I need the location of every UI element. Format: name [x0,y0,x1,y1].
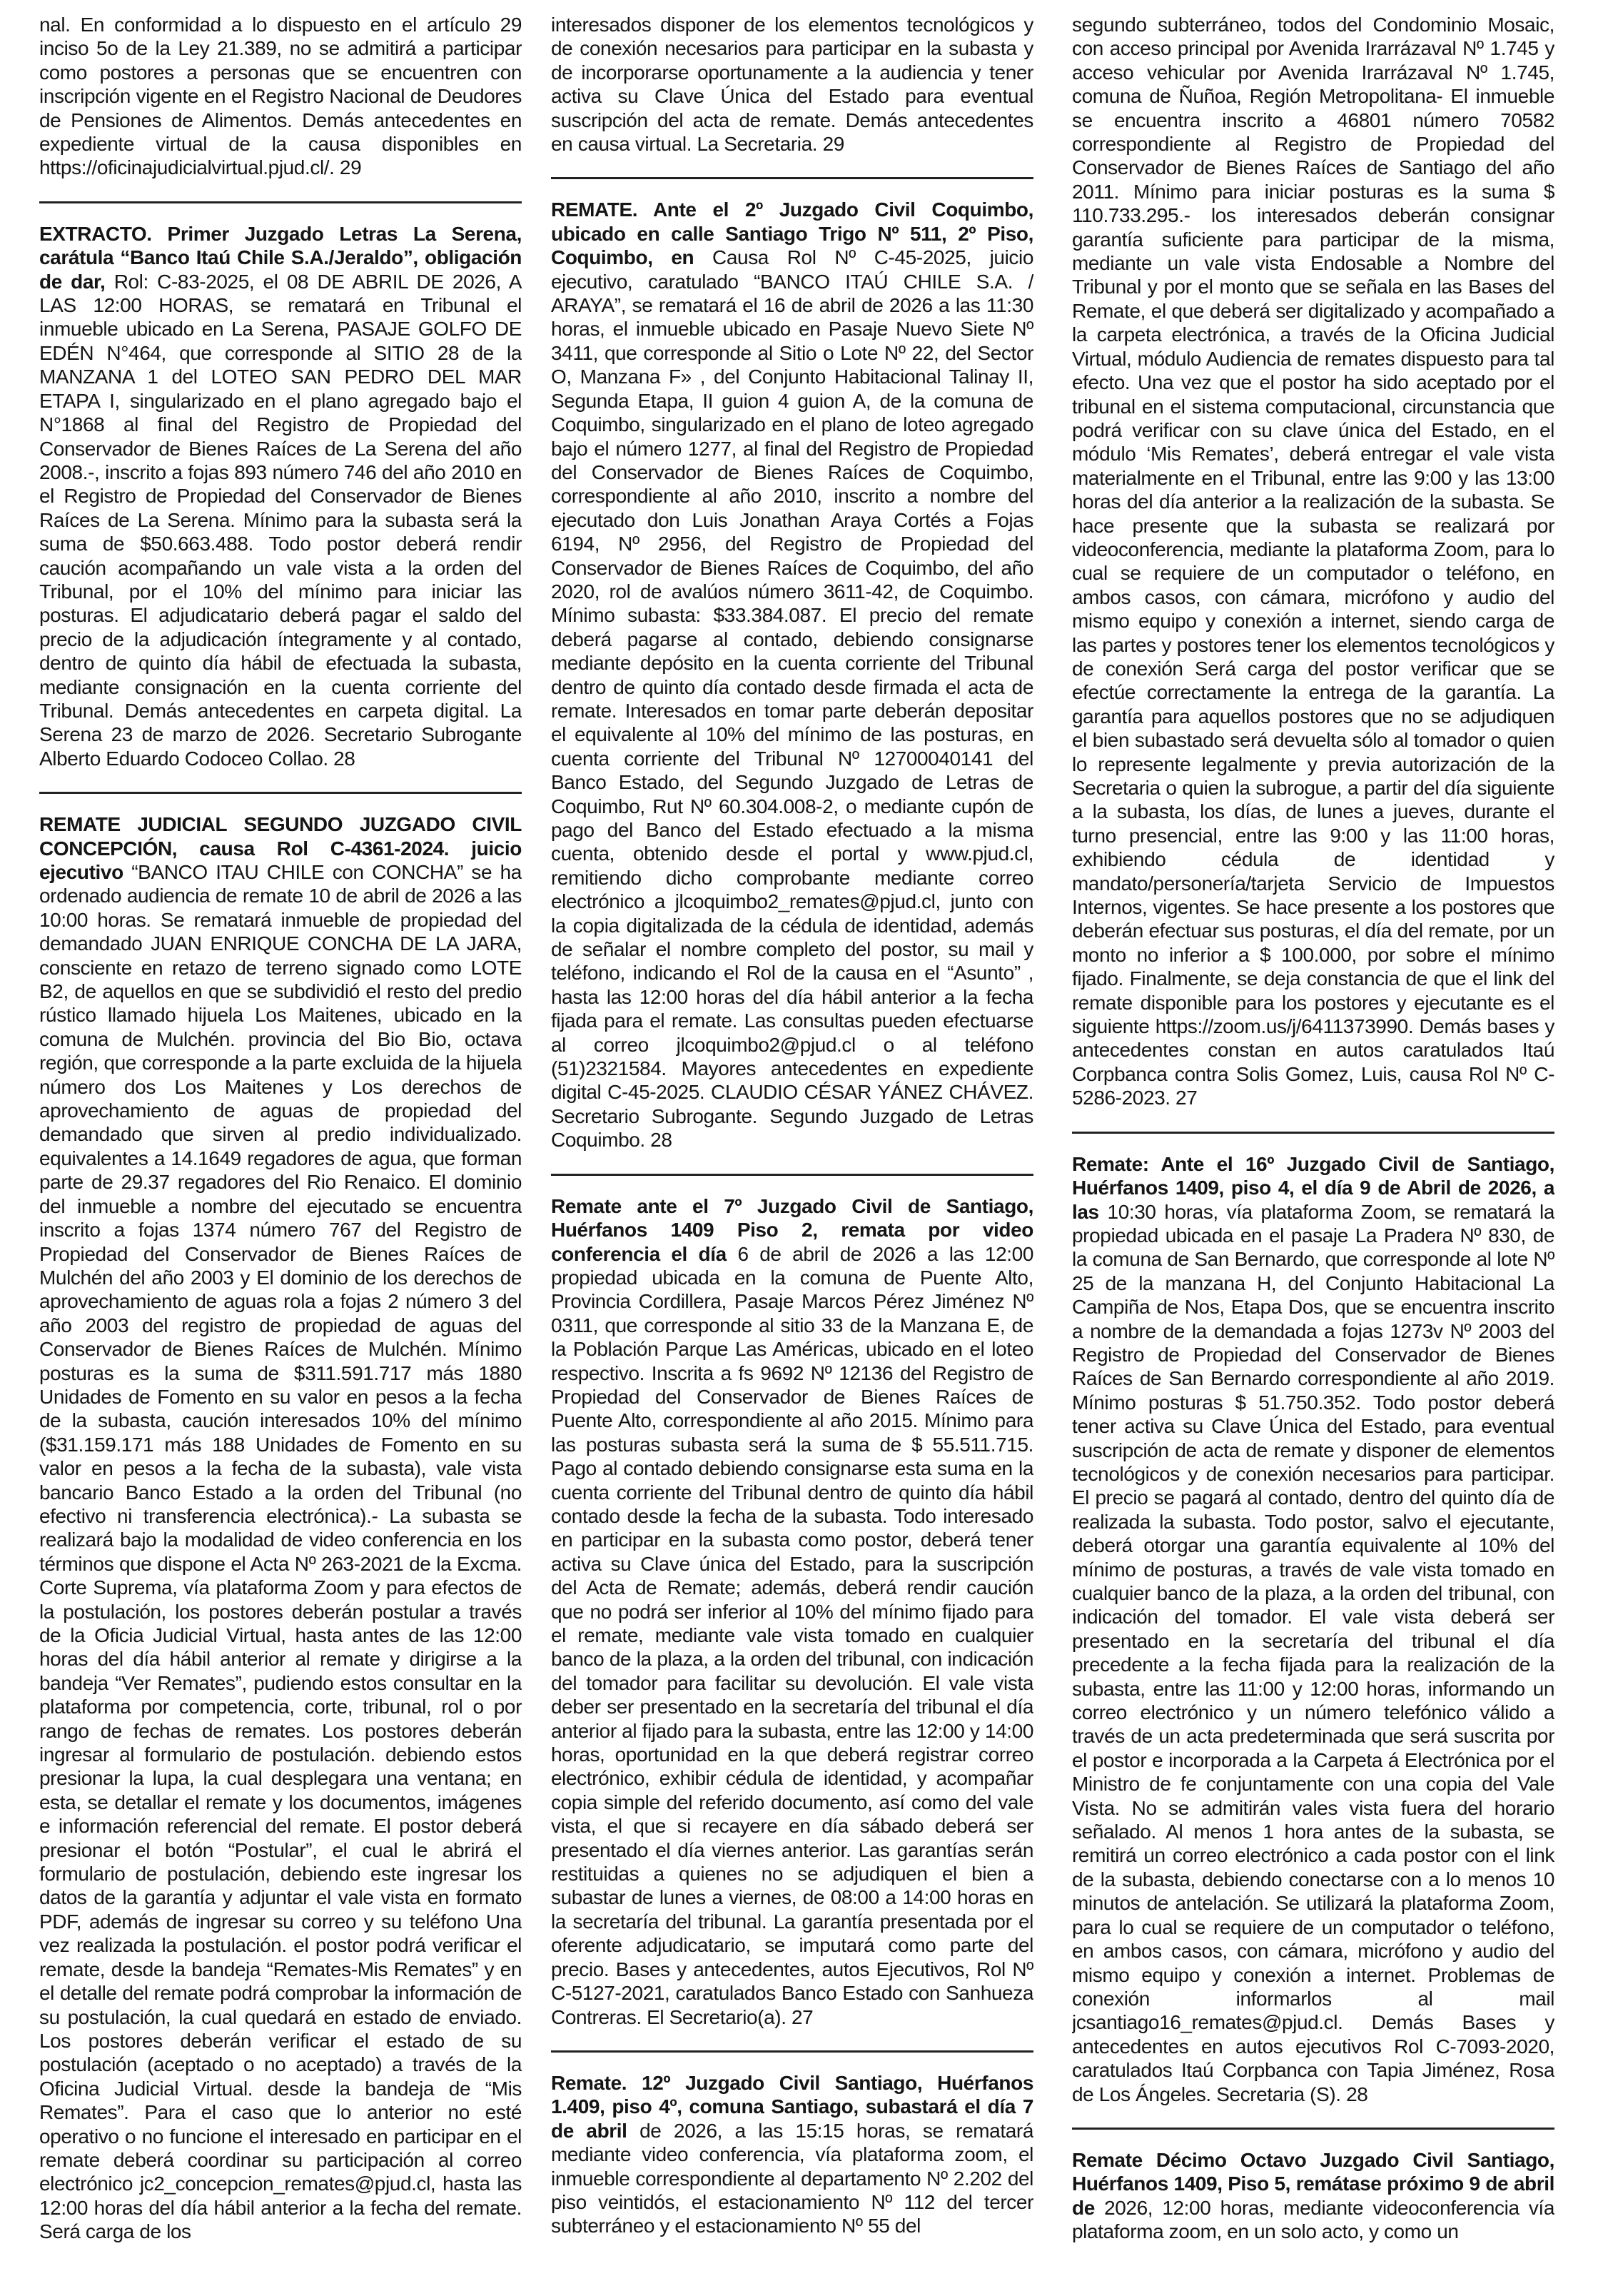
column-2 [551,13,1033,2294]
notice-body: “BANCO ITAU CHILE con CONCHA” se ha ordenado audiencia de remate 10 de abril de 2026 a las 10:00 horas. Se rematará inmueble de propiedad del demandado JUAN ENRIQUE CONCHA DE LA JARA, consciente en retazo de terreno signado como LOTE B2, de aquellos en que se subdividió el resto del predio rústico llamado hijuela Los Maitenes, ubicado en la comuna de Mulchén. provincia del Bio Bio, octava región, que corresponde a la parte excluida de la hijuela número dos Los Maitenes y Los derechos de aprovechamiento de aguas de propiedad del demandado que sirven al predio individualizado. equivalentes a 14.1649 regadores de agua, que forman parte de 29.37 regadores del Rio Renaico. El dominio del inmueble a nombre del ejecutado se encuentra inscrito a fojas 1374 número 767 del Registro de Propiedad del Conservador de Bienes Raíces de Mulchén del año 2003 y El dominio de los derechos de aprovechamiento de aguas rola a fojas 2 número 3 del año 2003 del registro de propiedad de aguas del Conservador de Bienes Raíces de Mulchén. Mínimo posturas es la suma de $311.591.717 más 1880 Unidades de Fomento en su valor en pesos a la fecha de la subasta, caución interesados 10% del mínimo ($31.159.171 más 188 Unidades de Fomento en su valor en pesos a la fecha de la subasta), vale vista bancario Banco Estado a la orden del Tribunal (no efectivo ni transferencia electrónica).- La subasta se realizará bajo la modalidad de video conferencia en los términos que dispone el Acta Nº 263-2021 de la Excma. Corte Suprema, vía plataforma Zoom y para efectos de la postulación, los postores deberán postular a través de la Oficia Judicial Virtual, hasta antes de las 12:00 horas del día hábil anterior al remate y dirigirse a la bandeja “Ver Remates”, pudiendo estos consultar en la plataforma por competencia, corte, tribunal, rol o por rango de fechas de remates. Los postores deberán ingresar al formulario de postulación. debiendo estos presionar la lupa, la cual desplegara una ventana; en esta, se detallar el remate y los documentos, imágenes e información referencial del remate. El postor deberá presionar el botón “Postular”, el cual le abrirá el formulario de postulación, debiendo este ingresar los datos de la garantía y adjuntar el vale vista en formato PDF, además de ingresar su correo y su teléfono Una vez realizada la postulación. el postor podrá verificar el remate, desde la bandeja “Remates-Mis Remates” y en el detalle del remate podrá comprobar la información de su postulación, la cual quedará en estado de enviado. Los postores deberán verificar el estado de su postulación (aceptado o no aceptado) a través de la Oficina Judicial Virtual. desde la bandeja de “Mis Remates”. Para el caso que lo anterior no esté operativo o no funcione el interesado en participar en el remate deberá coordinar su participación al correo electrónico jc2_concepcion_remates@pjud.cl, hasta las 12:00 horas del día hábil anterior a la fecha del remate. Será carga de los [39,861,522,2243]
notice-extracto-la-serena [39,222,522,770]
notice-body: Rol: C-83-2025, el 08 DE ABRIL DE 2026, A LAS 12:00 HORAS, se rematará en Tribunal el inmueble ubicado en La Serena, PASAJE GOLFO DE EDÉN N°464, que corresponde al SITIO 28 de la MANZANA 1 del LOTEO SAN PEDRO DEL MAR ETAPA I, singularizado en el plano agregado bajo el N°1868 al final del Registro de Propiedad del Conservador de Bienes Raíces de La Serena del año 2008.-, inscrito a fojas 893 número 746 del año 2010 en el Registro de Propiedad del Conservador de Bienes Raíces de La Serena. Mínimo para la subasta será la suma de $50.663.488. Todo postor deberá rendir caución acompañando un vale vista a la orden del Tribunal, por el 10% del mínimo para iniciar las posturas. El adjudicatario deberá pagar el saldo del precio de la adjudicación íntegramente y al contado, dentro de quinto día hábil de efectuada la subasta, mediante consignación en la cuenta corriente del Tribunal. Demás antecedentes en carpeta digital. La Serena 23 de marzo de 2026. Secretario Subrogante Alberto Eduardo Codoceo Collao. 28 [39,270,522,770]
notice-heading: REMATE JUDICIAL SEGUNDO JUZGADO CIVIL CONCEPCIÓN, causa Rol C-4361-2024. juicio ejecutivo [39,813,522,883]
notice-divider [551,1174,1033,1176]
notice-continuation [39,13,522,180]
notice-body: de 2026, a las 15:15 horas, se rematará mediante video conferencia, vía plataforma zoom, el inmueble correspondiente al departamento Nº 2.202 del piso veintidós, el estacionamiento Nº 112 del tercer subterráneo y el estacionamiento Nº 55 del [551,2119,1033,2237]
notice-body: 2026, 12:00 horas, mediante videoconferencia vía plataforma zoom, en un solo acto, y como un [1072,2196,1554,2243]
notice-remate-7-juzgado [551,1194,1033,2029]
notice-heading: Remate Décimo Octavo Juzgado Civil Santiago, Huérfanos 1409, Piso 5, remátase próximo 9 de abril de [1072,2148,1554,2219]
notice-continuation [551,13,1033,156]
notice-body: 10:30 horas, vía plataforma Zoom, se rematará la propiedad ubicada en el pasaje La Pradera Nº 830, de la comuna de San Bernardo, que corresponde al lote Nº 25 de la manzana H, del Conjunto Habitacional La Campiña de Nos, Etapa Dos, que se encuentra inscrito a nombre de la demandada a fojas 1273v Nº 2003 del Registro de Propiedad del Conservador de Bienes Raíces de San Bernardo correspondiente al año 2019. Mínimo posturas $ 51.750.352. Todo postor deberá tener activa su Clave Única del Estado, para eventual suscripción de acta de remate y disponer de elementos tecnológicos y de conexión necesarios para participar. El precio se pagará al contado, dentro del quinto día de realizada la subasta. Todo postor, salvo el ejecutante, deberá otorgar una garantía equivalente al 10% del mínimo de posturas, a través de vale vista tomado en cualquier banco de la plaza, a la orden del tribunal, con indicación del tomador. El vale vista deberá ser presentado en la secretaría del tribunal el día precedente a la fecha fijada para la realización de la subasta, entre las 11:00 y 12:00 horas, informando un correo electrónico y un número telefónico válido a través de un acta predeterminada que será suscrita por el postor e incorporada a la Carpeta á Electrónica por el Ministro de fe conjuntamente con una copia del Vale Vista. No se admitirán vales vista fuera del horario señalado. Al menos 1 hora antes de la subasta, se remitirá un correo electrónico a cada postor con el link de la subasta, debiendo conectarse con a lo menos 10 minutos de antelación. Se utilizará la plataforma Zoom, para lo cual se requiere de un computador o teléfono, en ambos casos, con cámara, micrófono y audio del mismo equipo y conexión a internet. Problemas de conexión informarlos al mail jcsantiago16_remates@pjud.cl. Demás Bases y antecedentes en autos ejecutivos Rol C-7093-2020, caratulados Itaú Corpbanca con Tapia Jiménez, Rosa de Los Ángeles. Secretaria (S). 28 [1072,1200,1554,2105]
notice-heading: Remate: Ante el 16º Juzgado Civil de Santiago, Huérfanos 1409, piso 4, el día 9 de Abril de 2026, a las [1072,1152,1554,1223]
notice-divider [551,2050,1033,2053]
notice-heading: Remate. 12º Juzgado Civil Santiago, Huérfanos 1.409, piso 4º, comuna Santiago, subastará el día 7 de abril [551,2071,1033,2142]
notice-body: Causa Rol Nº C-45-2025, juicio ejecutivo, caratulado “BANCO ITAÚ CHILE S.A. / ARAYA”, se rematará el 16 de abril de 2026 a las 11:30 horas, el inmueble ubicado en Pasaje Nuevo Siete Nº 3411, que corresponde al Sitio o Lote Nº 22, del Sector O, Manzana F» , del Conjunto Habitacional Talinay II, Segunda Etapa, II guion 4 guion A, de la comuna de Coquimbo, singularizado en el plano de loteo agregado bajo el número 1277, al final del Registro de Propiedad del Conservador de Bienes Raíces de Coquimbo, correspondiente al año 2010, inscrito a nombre del ejecutado don Luis Jonathan Araya Cortés a Fojas 6194, Nº 2956, del Registro de Propiedad del Conservador de Bienes Raíces de Coquimbo, del año 2020, rol de avalúos número 3611-42, de Coquimbo. Mínimo subasta: $33.384.087. El precio del remate deberá pagarse al contado, debiendo consignarse mediante depósito en la cuenta corriente del Tribunal dentro de quinto día contado desde firmada el acta de remate. Interesados en tomar parte deberán depositar el equivalente al 10% del mínimo de las posturas, en cuenta corriente del Tribunal Nº 12700040141 del Banco Estado, del Segundo Juzgado de Letras de Coquimbo, Rut Nº 60.304.008-2, o mediante cupón de pago del Banco del Estado efectuado a la misma cuenta, obtenido desde el portal y www.pjud.cl, remitiendo dicho comprobante mediante correo electrónico a jlcoquimbo2_remates@pjud.cl, junto con la copia digitalizada de la cédula de identidad, además de señalar el nombre completo del postor, su mail y teléfono, indicando el Rol de la causa en el “Asunto” , hasta las 12:00 horas del día hábil anterior a la fecha fijada para el remate. Las consultas pueden efectuarse al correo jlcoquimbo2@pjud.cl o al teléfono (51)2321584. Mayores antecedentes en expediente digital C-45-2025. CLAUDIO CÉSAR YÁNEZ CHÁVEZ. Secretario Subrogante. Segundo Juzgado de Letras Coquimbo. 28 [551,246,1033,1152]
notice-divider [39,792,522,794]
notice-remate-18-juzgado [1072,2148,1554,2244]
notice-body: nal. En conformidad a lo dispuesto en el artículo 29 inciso 5o de la Ley 21.389, no se admitirá a participar como postores a personas que se encuentren con inscripción vigente en el Registro Nacional de Deudores de Pensiones de Alimentos. Demás antecedentes en expediente virtual de la causa disponibles en https://oficinajudicialvirtual.pjud.cl/. 29 [39,14,522,179]
notice-remate-coquimbo [551,198,1033,1152]
notice-remate-concepcion [39,812,522,2243]
column-1 [39,13,522,2294]
notice-body: 6 de abril de 2026 a las 12:00 propiedad ubicada en la comuna de Puente Alto, Provincia Cordillera, Pasaje Marcos Pérez Jiménez Nº 0311, que corresponde al sitio 33 de la Manzana E, de la Población Parque Las Américas, ubicado en el loteo respectivo. Inscrita a fs 9692 Nº 12136 del Registro de Propiedad del Conservador de Bienes Raíces de Puente Alto, correspondiente al año 2015. Mínimo para las posturas subasta será la suma de $ 55.511.715. Pago al contado debiendo consignarse esta suma en la cuenta corriente del Tribunal dentro de quinto día hábil contado desde la fecha de la subasta. Todo interesado en participar en la subasta como postor, deberá tener activa su Clave única del Estado, para la suscripción del Acta de Remate; además, deberá rendir caución que no podrá ser inferior al 10% del mínimo fijado para el remate, mediante vale vista tomado en cualquier banco de la plaza, a la orden del tribunal, con indicación del tomador para facilitar su devolución. El vale vista deber ser presentado en la secretaría del tribunal el día anterior al fijado para la subasta, entre las 12:00 y 14:00 horas, oportunidad en la que deberá registrar correo electrónico, exhibir cédula de identidad, y acompañar copia simple del referido documento, así como del vale vista, el que si recayere en día sábado deberá ser presentado el día viernes anterior. Las garantías serán restituidas a quienes no se adjudiquen el bien a subastar de lunes a viernes, de 08:00 a 14:00 horas en la secretaría del tribunal. La garantía presentada por el oferente adjudicatario, se imputará como parte del precio. Bases y antecedentes, autos Ejecutivos, Rol Nº C-5127-2021, caratulados Banco Estado con Sanhueza Contreras. El Secretario(a). 27 [551,1242,1033,2028]
notice-body: interesados disponer de los elementos tecnológicos y de conexión necesarios para participar en la subasta y de incorporarse oportunamente a la audiencia y tener activa su Clave Única del Estado para eventual suscripción del acta de remate. Demás antecedentes en causa virtual. La Secretaria. 29 [551,14,1033,156]
notice-heading: REMATE. Ante el 2º Juzgado Civil Coquimbo, ubicado en calle Santiago Trigo Nº 511, 2º Piso, Coquimbo, en [551,198,1033,269]
notice-heading: EXTRACTO. Primer Juzgado Letras La Serena, carátula “Banco Itaú Chile S.A./Jeraldo”, obligación de dar, [39,222,522,293]
notice-continuation [1072,13,1554,1110]
notice-divider [1072,2128,1554,2130]
notice-remate-12-juzgado [551,2071,1033,2238]
notice-remate-16-juzgado [1072,1152,1554,2106]
notice-divider [1072,1132,1554,1134]
notice-body: segundo subterráneo, todos del Condominio Mosaic, con acceso principal por Avenida Irarrázaval Nº 1.745 y acceso vehicular por Avenida Irarrázaval Nº 1.745, comuna de Ñuñoa, Región Metropolitana- El inmueble se encuentra inscrito a 46801 número 70582 correspondiente al Registro de Propiedad del Conservador de Bienes Raíces de Santiago del año 2011. Mínimo para iniciar posturas es la suma $ 110.733.295.- los interesados deberán consignar garantía suficiente para participar de la misma, mediante un vale vista Endosable a Nombre del Tribunal y por el monto que se señala en las Bases del Remate, el que deberá ser digitalizado y acompañado a la carpeta electrónica, a través de la Oficina Judicial Virtual, módulo Audiencia de remates dispuesto para tal efecto. Una vez que el postor ha sido aceptado por el tribunal en el sistema computacional, circunstancia que podrá verificar con su clave única del Estado, en el módulo ‘Mis Remates’, deberá entregar el vale vista materialmente en el Tribunal, entre las 9:00 y las 13:00 horas del día anterior a la realización de la subasta. Se hace presente que la subasta se realizará por videoconferencia, mediante la plataforma Zoom, para lo cual se requiere de un computador o teléfono, en ambos casos, con cámara, micrófono y audio del mismo equipo y conexión a internet, siendo carga de las partes y postores tener los elementos tecnológicos y de conexión Será carga del postor verificar que se efectúe correctamente la entrega de la garantía. La garantía para aquellos postores que no se adjudiquen el bien subastado será devuelta sólo al tomador o quien lo represente legalmente y previa autorización de la Secretaria o quien la subrogue, a partir del día siguiente a la subasta, los días, de lunes a jueves, durante el turno presencial, entre las 9:00 y las 11:00 horas, exhibiendo cédula de identidad y mandato/personería/tarjeta Servicio de Impuestos Internos, vigentes. Se hace presente a los postores que deberán efectuar sus posturas, el día del remate, por un monto no inferior a $ 100.000, por sobre el mínimo fijado. Finalmente, se deja constancia de que el link del remate disponible para los postores y ejecutante es el siguiente https://zoom.us/j/6411373990. Demás bases y antecedentes constan en autos caratulados Itaú Corpbanca contra Solis Gomez, Luis, causa Rol Nº C-5286-2023. 27 [1072,14,1554,1109]
notice-divider [39,201,522,203]
notice-divider [551,177,1033,179]
notice-heading: Remate ante el 7º Juzgado Civil de Santiago, Huérfanos 1409 Piso 2, remata por video conferencia el día [551,1194,1033,1265]
column-3 [1072,13,1554,2294]
